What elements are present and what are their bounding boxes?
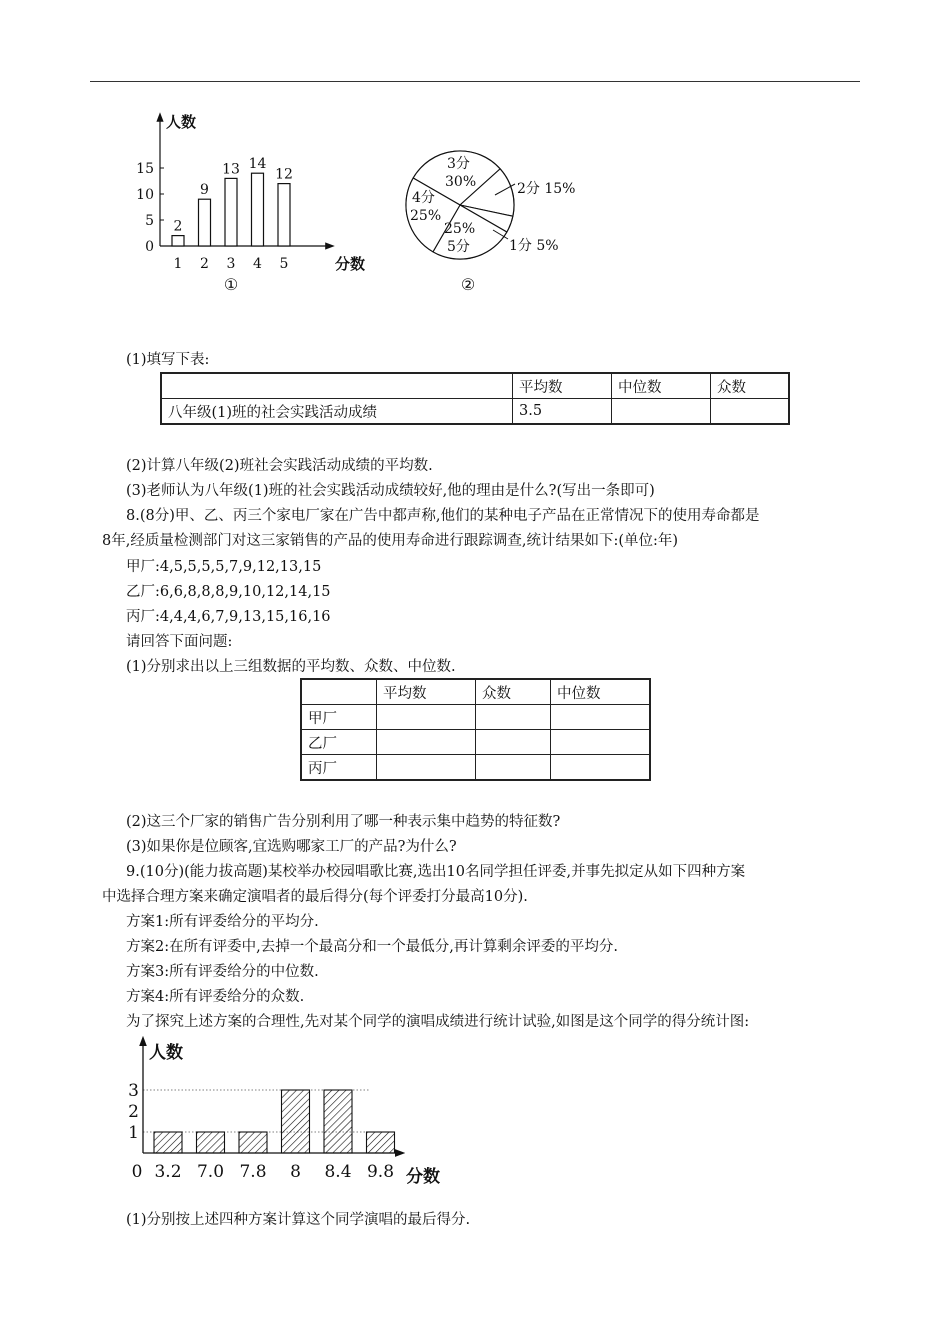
q8-line2: 8年,经质量检测部门对这三家销售的产品的使用寿命进行跟踪调查,统计结果如下:(单位:年) <box>102 533 679 549</box>
chart1-y-tick-label: 0 <box>145 239 154 255</box>
q8-table-cell <box>476 755 551 781</box>
chart3-x-tick-label: 8 <box>290 1162 301 1182</box>
chart1-bar-value: 12 <box>275 166 293 183</box>
q8-table-header-mode: 众数 <box>476 679 551 705</box>
chart1-bar <box>172 236 184 246</box>
q8-table-cell <box>551 755 651 781</box>
chart3-x-label: 分数 <box>406 1167 440 1187</box>
q9-plan2: 方案2:在所有评委中,去掉一个最高分和一个最低分,再计算剩余评委的平均分. <box>126 939 618 955</box>
q9-line2: 中选择合理方案来确定演唱者的最后得分(每个评委打分最高10分). <box>102 889 528 905</box>
chart1-y-tick-label: 10 <box>136 187 154 203</box>
chart1-y-label: 人数 <box>166 113 197 131</box>
pie-label-3: 3分 <box>447 156 470 172</box>
q7-table-cell-mode <box>711 399 790 425</box>
chart3-bar <box>197 1132 225 1153</box>
q9-part1: (1)分别按上述四种方案计算这个同学演唱的最后得分. <box>126 1212 471 1228</box>
q8-table-cell <box>377 705 476 730</box>
q8-line1: 8.(8分)甲、乙、丙三个家电厂家在广告中都声称,他们的某种电子产品在正常情况下的使用寿命都是 <box>126 508 760 524</box>
q7-part3: (3)老师认为八年级(1)班的社会实践活动成绩较好,他的理由是什么?(写出一条即可) <box>126 483 655 499</box>
pie-label-2: 2分 15% <box>517 181 576 197</box>
q8-table-header-blank <box>301 679 377 705</box>
chart3-x-tick-label: 9.8 <box>366 1162 395 1182</box>
q7-table <box>160 372 790 425</box>
q9-plan3: 方案3:所有评委给分的中位数. <box>126 964 319 980</box>
chart1-y-tick-label: 15 <box>136 161 154 177</box>
pie-label-1: 1分 5% <box>509 238 559 254</box>
q7-table-header-blank <box>161 373 513 399</box>
header-rule <box>90 81 860 82</box>
q8-data-bing: 丙厂:4,4,4,6,7,9,13,15,16,16 <box>126 609 331 625</box>
q7-part2: (2)计算八年级(2)班社会实践活动成绩的平均数. <box>126 458 433 474</box>
chart3-y-label: 人数 <box>149 1043 183 1063</box>
chart1-x-tick-label: 3 <box>226 256 236 272</box>
chart3-y-tick-label: 1 <box>128 1123 139 1143</box>
chart3-x-tick-label: 8.4 <box>324 1162 352 1182</box>
q8-table-row-bing: 丙厂 <box>301 755 377 781</box>
q7-table-cell-median <box>612 399 711 425</box>
chart3-y-tick-label: 3 <box>128 1081 139 1101</box>
q8-table-cell <box>476 730 551 755</box>
chart3-bar <box>367 1132 395 1153</box>
chart2-caption: ② <box>460 275 476 294</box>
q8-table-cell <box>377 730 476 755</box>
pie-percent-3: 30% <box>445 174 477 190</box>
chart1-bar <box>278 184 290 246</box>
q9-plan4: 方案4:所有评委给分的众数. <box>126 989 305 1005</box>
chart1-x-tick-label: 2 <box>200 256 209 272</box>
q8-data-yi: 乙厂:6,6,8,8,8,9,10,12,14,15 <box>126 584 331 600</box>
pie-chart-score-distribution <box>395 148 595 293</box>
bar-chart-judge-scores <box>125 1035 455 1195</box>
q8-part3: (3)如果你是位顾客,宜选购哪家工厂的产品?为什么? <box>126 839 457 855</box>
chart3-bar <box>239 1132 267 1153</box>
pie-label-4: 4分 <box>412 190 435 206</box>
chart3-bar <box>154 1132 182 1153</box>
chart3-bar <box>282 1090 310 1153</box>
q8-table-row-jia: 甲厂 <box>301 705 377 730</box>
chart1-bar <box>199 199 211 246</box>
chart3-y-tick-label: 2 <box>128 1102 139 1122</box>
chart1-x-tick-label: 5 <box>279 256 289 272</box>
q7-table-cell-mean: 3.5 <box>513 399 612 425</box>
chart1-bar <box>225 178 237 246</box>
chart3-bar <box>324 1090 352 1153</box>
chart1-bar <box>252 173 264 246</box>
q8-table-cell <box>476 705 551 730</box>
chart1-bar-value: 13 <box>222 161 240 178</box>
chart1-bar-value: 14 <box>248 156 267 173</box>
q7-table-row-label: 八年级(1)班的社会实践活动成绩 <box>161 399 513 425</box>
q8-table-cell <box>551 705 651 730</box>
chart1-caption: ① <box>223 275 239 294</box>
q8-table-header-mean: 平均数 <box>377 679 476 705</box>
q8-table-cell <box>551 730 651 755</box>
chart1-y-tick-label: 5 <box>145 213 154 229</box>
q9-intro: 为了探究上述方案的合理性,先对某个同学的演唱成绩进行统计试验,如图是这个同学的得分统计图: <box>126 1014 750 1030</box>
chart1-bar-value: 9 <box>200 182 209 199</box>
chart1-x-tick-label: 4 <box>253 256 262 272</box>
q8-prompt: 请回答下面问题: <box>126 634 233 650</box>
q8-part1: (1)分别求出以上三组数据的平均数、众数、中位数. <box>126 659 456 675</box>
q8-part2: (2)这三个厂家的销售广告分别利用了哪一种表示集中趋势的特征数? <box>126 814 561 830</box>
q8-data-jia: 甲厂:4,5,5,5,5,7,9,12,13,15 <box>126 559 322 575</box>
pie-label-5: 5分 <box>447 239 470 255</box>
q7-part1: (1)填写下表: <box>126 352 210 368</box>
q8-table-row-yi: 乙厂 <box>301 730 377 755</box>
chart1-x-tick-label: 1 <box>173 256 183 272</box>
q9-plan1: 方案1:所有评委给分的平均分. <box>126 914 319 930</box>
q7-table-header-median: 中位数 <box>612 373 711 399</box>
chart3-x-tick-label: 7.8 <box>239 1162 267 1182</box>
chart3-x-tick-label: 7.0 <box>196 1162 225 1182</box>
chart3-x-tick-label: 3.2 <box>154 1162 182 1182</box>
q7-table-header-mean: 平均数 <box>513 373 612 399</box>
q7-table-header-mode: 众数 <box>711 373 790 399</box>
pie-percent-4: 25% <box>410 208 442 224</box>
chart3-origin-label: 0 <box>131 1162 143 1182</box>
q8-table-header-median: 中位数 <box>551 679 651 705</box>
q8-table <box>300 678 651 781</box>
chart1-x-label: 分数 <box>335 255 366 273</box>
pie-percent-5: 25% <box>444 221 476 237</box>
q8-table-cell <box>377 755 476 781</box>
q9-line1: 9.(10分)(能力拔高题)某校举办校园唱歌比赛,选出10名同学担任评委,并事先拟定从如下四种方案 <box>126 864 746 880</box>
bar-chart-score-distribution <box>130 105 366 295</box>
chart1-bar-value: 2 <box>173 218 183 235</box>
